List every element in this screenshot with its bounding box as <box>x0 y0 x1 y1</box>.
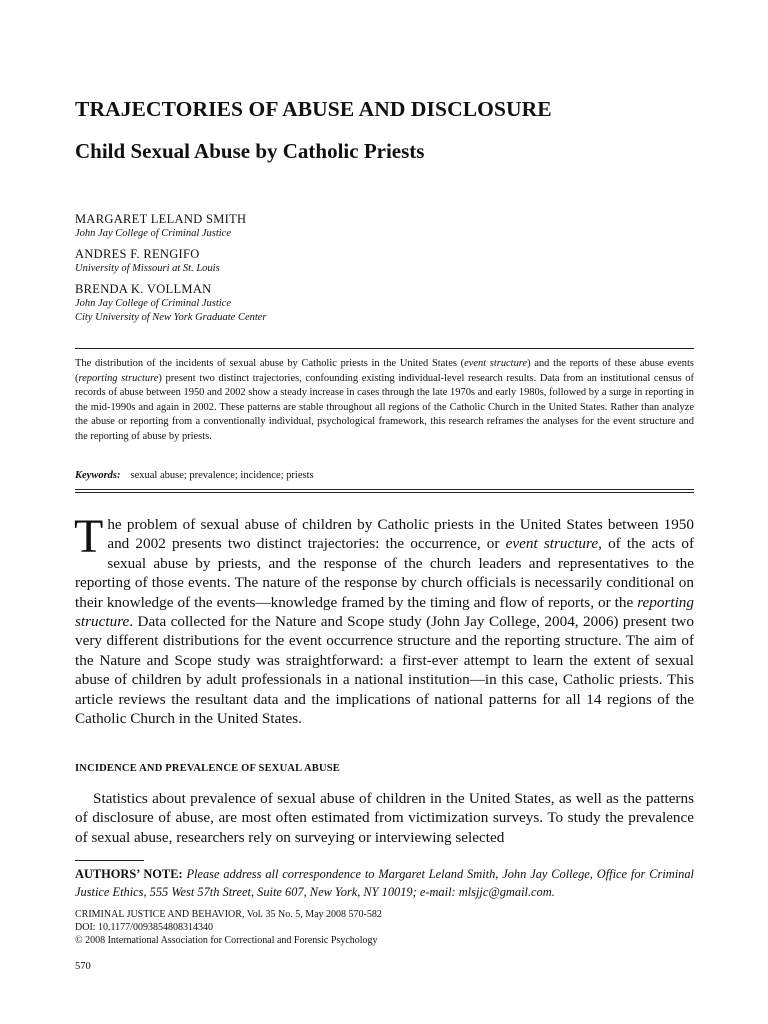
author-name: BRENDA K. VOLLMAN <box>75 282 212 296</box>
intro-emphasis: reporting structure <box>75 593 694 631</box>
author-block <box>75 281 694 325</box>
section-heading: INCIDENCE AND PREVALENCE OF SEXUAL ABUSE <box>75 763 341 774</box>
intro-emphasis: event structure <box>505 535 599 553</box>
author-list <box>75 211 694 330</box>
journal-copyright: © 2008 International Association for Correctional and Forensic Psychology <box>75 935 378 946</box>
abstract-text: ) present two distinct trajectories, confounding existing individual-level research results. Data from an institutional census of records of abuse between 1950 and 2002 show a steady increase in cases through the late 1970s and early 1980s, followed by a surge in reporting in the mid-1990s and again in 2002. These patterns are stable throughout all regions of the Catholic Church in the United States. Rather than analyze the abuse or reporting from a conventionally individual, psychological framework, this research reframes the analyses for the event structure and the reporting of abuse by priests. <box>75 372 694 442</box>
section-paragraph: Statistics about prevalence of sexual abuse of children in the United States, as well as the patterns of disclosure of abuse, are most often estimated from victimization surveys. To study the prevalence of sexual abuse, researchers rely on surveying or interviewing selected <box>75 790 694 846</box>
footnote-rule <box>75 860 144 861</box>
intro-text: he problem of sexual abuse of children by Catholic priests in the United States between 1950 and 2002 presents two distinct trajectories: the occurrence, or <box>107 516 694 553</box>
abstract-emphasis: reporting structure <box>78 372 159 384</box>
author-affiliation: University of Missouri at St. Louis <box>75 263 220 274</box>
authors-note-label: AUTHORS’ NOTE: <box>75 867 183 881</box>
abstract-top-rule <box>75 348 694 349</box>
abstract-emphasis: event structure <box>464 358 528 369</box>
drop-cap: T <box>74 510 104 563</box>
page-number: 570 <box>75 961 91 972</box>
journal-doi: DOI: 10.1177/0093854808314340 <box>75 922 213 933</box>
keywords-line <box>75 470 694 481</box>
author-affiliation: John Jay College of Criminal Justice <box>75 228 232 239</box>
authors-note-text: Please address all correspondence to Margaret Leland Smith, John Jay College, Office for Criminal Justice Ethics, 555 West 57th Street, Suite 607, New York, NY 10019; e-mail: mlsjjc@gmail.com. <box>75 867 694 899</box>
abstract <box>75 357 694 445</box>
authors-note <box>75 865 694 901</box>
article-title: TRAJECTORIES OF ABUSE AND DISCLOSURE <box>75 97 552 121</box>
author-affiliation: John Jay College of Criminal Justice <box>75 298 232 309</box>
journal-info <box>75 908 694 947</box>
author-name: ANDRES F. RENGIFO <box>75 247 200 261</box>
abstract-text: The distribution of the incidents of sexual abuse by Catholic priests in the United States ( <box>75 358 465 369</box>
abstract-text: ) and the reports of these abuse events ( <box>75 358 694 384</box>
journal-citation: CRIMINAL JUSTICE AND BEHAVIOR, Vol. 35 No. 5, May 2008 570-582 <box>75 909 382 920</box>
keywords-label: Keywords: <box>75 470 121 481</box>
keywords-text: sexual abuse; prevalence; incidence; priests <box>130 470 314 481</box>
abstract-bottom-rule <box>75 489 694 493</box>
article-subtitle: Child Sexual Abuse by Catholic Priests <box>75 139 425 163</box>
intro-text: . Data collected for the Nature and Scope study (John Jay College, 2004, 2006) present two very different distributions for the event occurrence structure and the reporting structure. The aim of the Nature and Scope study was straightforward: a first-ever attempt to learn the extent of sexual abuse of children by adult professionals in a national institution—in this case, Catholic priests. This article reviews the resultant data and the implications of national patterns for all 14 regions of the Catholic Church in the United States. <box>75 613 694 728</box>
intro-paragraph <box>74 510 695 728</box>
author-affiliation: City University of New York Graduate Center <box>75 312 267 323</box>
author-block <box>75 211 694 241</box>
author-block <box>75 246 694 276</box>
author-name: MARGARET LELAND SMITH <box>75 212 247 226</box>
intro-text: , of the acts of sexual abuse by priests, and the response of the church leaders and representatives to the reporting of those events. The nature of the response by church officials is necessarily conditional on their knowledge of the events—knowledge framed by the timing and flow of reports, or the <box>75 535 695 611</box>
